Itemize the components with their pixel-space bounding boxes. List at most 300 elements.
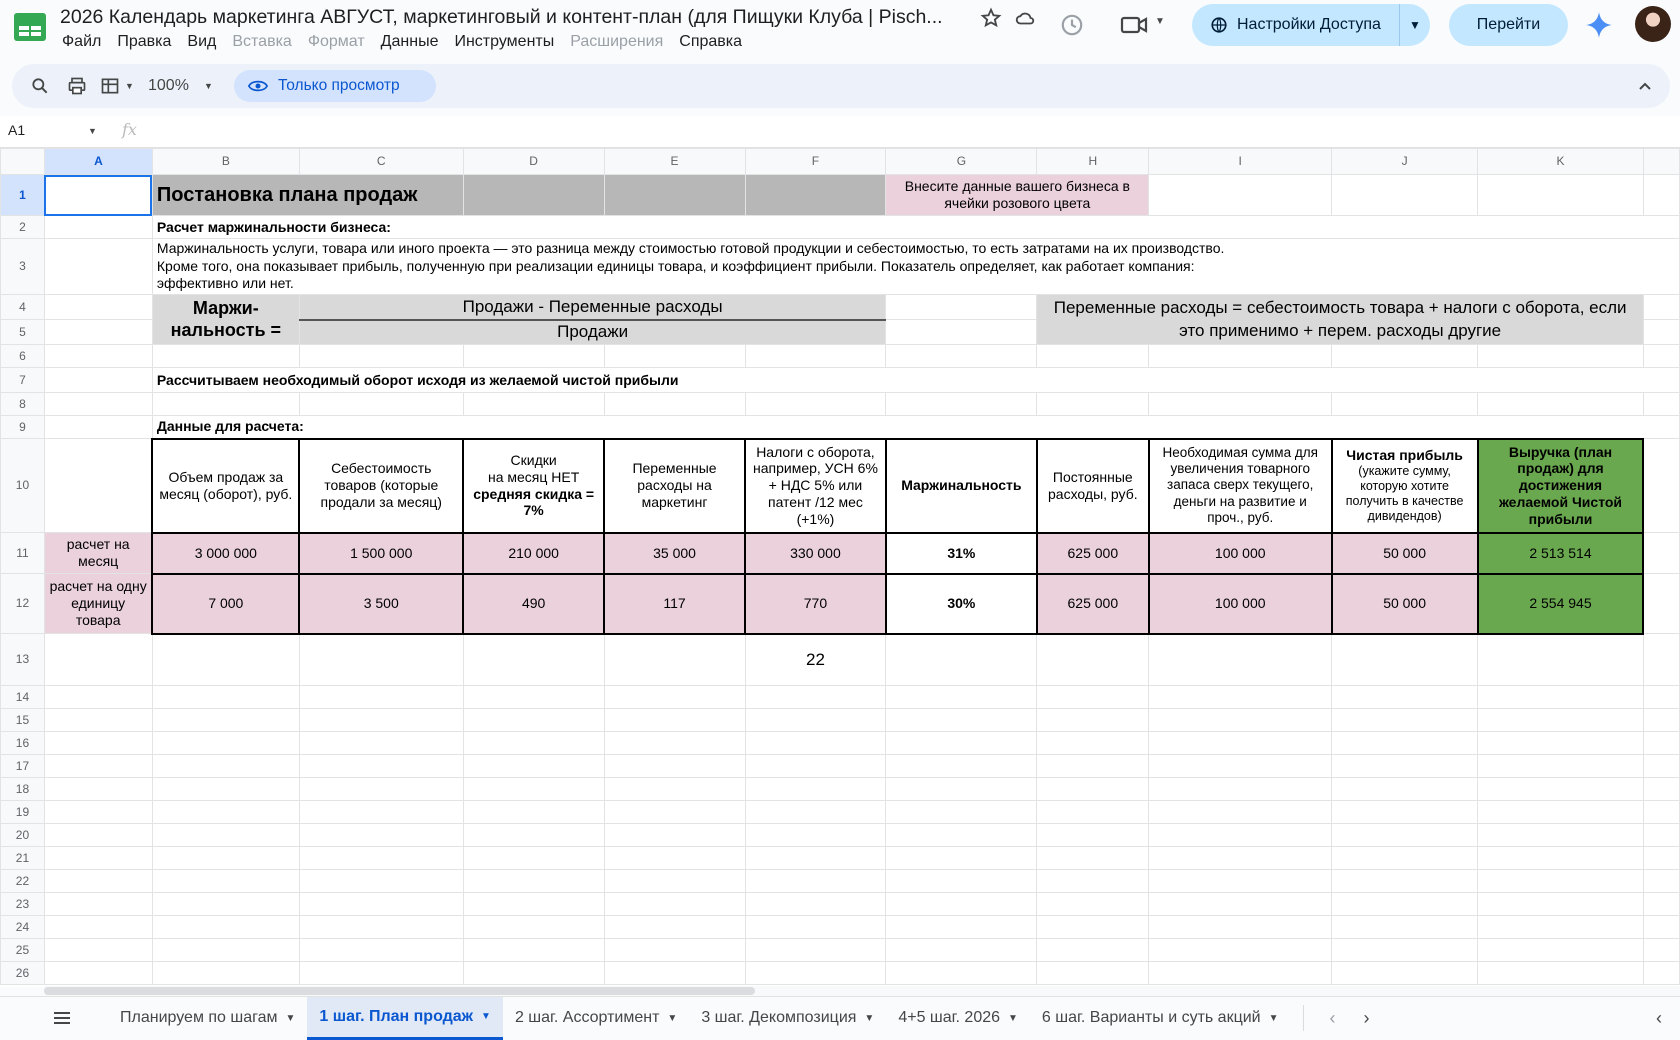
cell[interactable] bbox=[886, 634, 1037, 686]
cell[interactable] bbox=[152, 939, 299, 962]
cell[interactable] bbox=[604, 824, 745, 847]
cell[interactable] bbox=[886, 295, 1037, 320]
header-taxes[interactable]: Налоги с оборота, например, УСН 6% + НДС 5% или патент /12 мес (+1%) bbox=[745, 439, 886, 533]
row-header[interactable]: 4 bbox=[1, 295, 45, 320]
row-header[interactable]: 10 bbox=[1, 439, 45, 533]
cell[interactable] bbox=[152, 393, 299, 416]
cell[interactable] bbox=[299, 824, 463, 847]
chevron-right-icon[interactable]: › bbox=[1363, 1007, 1370, 1028]
r11-marketing[interactable]: 35 000 bbox=[604, 533, 745, 574]
cell[interactable] bbox=[886, 962, 1037, 985]
r11-discounts[interactable]: 210 000 bbox=[463, 533, 604, 574]
row-header[interactable]: 2 bbox=[1, 216, 45, 239]
cell[interactable] bbox=[463, 778, 604, 801]
cell[interactable] bbox=[1149, 847, 1332, 870]
cell[interactable] bbox=[745, 755, 886, 778]
cell[interactable] bbox=[1643, 295, 1679, 320]
r12-inventory[interactable]: 100 000 bbox=[1149, 574, 1332, 634]
cell[interactable] bbox=[44, 709, 152, 732]
r11-margin[interactable]: 31% bbox=[886, 533, 1037, 574]
cell[interactable] bbox=[1643, 893, 1679, 916]
cell[interactable] bbox=[1037, 634, 1149, 686]
cell[interactable] bbox=[463, 893, 604, 916]
cell[interactable] bbox=[1478, 345, 1644, 368]
cell[interactable] bbox=[1643, 175, 1679, 216]
header-cost-of-goods[interactable]: Себестоимость товаров (которые продали за месяц) bbox=[299, 439, 463, 533]
row-header[interactable]: 14 bbox=[1, 686, 45, 709]
cell[interactable] bbox=[1643, 393, 1679, 416]
row-header[interactable]: 1 bbox=[1, 175, 45, 216]
share-dropdown-icon[interactable]: ▼ bbox=[1409, 18, 1421, 32]
cell[interactable] bbox=[44, 216, 152, 239]
cell[interactable] bbox=[604, 870, 745, 893]
cell[interactable] bbox=[44, 634, 152, 686]
r11-fixed-costs[interactable]: 625 000 bbox=[1037, 533, 1149, 574]
r11-cost-of-goods[interactable]: 1 500 000 bbox=[299, 533, 463, 574]
cell[interactable] bbox=[44, 239, 152, 295]
row-header[interactable]: 24 bbox=[1, 916, 45, 939]
cell[interactable] bbox=[604, 778, 745, 801]
menu-edit[interactable]: Правка bbox=[117, 33, 172, 50]
cell[interactable] bbox=[44, 416, 152, 439]
cell[interactable] bbox=[1643, 755, 1679, 778]
chevron-down-icon[interactable]: ▼ bbox=[1155, 16, 1165, 27]
chevron-down-icon[interactable]: ▼ bbox=[864, 1012, 875, 1024]
cell[interactable] bbox=[1149, 345, 1332, 368]
cell[interactable] bbox=[604, 916, 745, 939]
r11-revenue-plan[interactable]: 2 513 514 bbox=[1478, 533, 1644, 574]
cell[interactable] bbox=[1149, 755, 1332, 778]
cell[interactable] bbox=[44, 320, 152, 345]
cell[interactable] bbox=[886, 778, 1037, 801]
cell-b9[interactable]: Данные для расчета: bbox=[152, 416, 1679, 439]
cell[interactable] bbox=[1037, 870, 1149, 893]
cell[interactable] bbox=[152, 778, 299, 801]
cell[interactable] bbox=[1149, 778, 1332, 801]
chevron-down-icon[interactable]: ▼ bbox=[1008, 1012, 1018, 1024]
cell[interactable] bbox=[1478, 893, 1644, 916]
cell[interactable] bbox=[463, 345, 604, 368]
table-format-icon[interactable] bbox=[100, 76, 120, 96]
select-all-corner[interactable] bbox=[1, 149, 45, 175]
cell-b4-margin-label[interactable] bbox=[152, 295, 299, 345]
header-sales-volume[interactable]: Объем продаж за месяц (оборот), руб. bbox=[152, 439, 299, 533]
cell[interactable] bbox=[463, 916, 604, 939]
header-marketing-costs[interactable]: Переменные расходы на маркетинг bbox=[604, 439, 745, 533]
cell[interactable] bbox=[1478, 175, 1644, 216]
cell[interactable] bbox=[745, 870, 886, 893]
cell[interactable] bbox=[1643, 574, 1679, 634]
cell[interactable] bbox=[886, 847, 1037, 870]
sheets-logo-icon[interactable] bbox=[12, 9, 48, 45]
header-revenue-plan[interactable]: Выручка (план продаж) для достижения желаемой Чистой прибыли bbox=[1478, 439, 1644, 533]
cell[interactable] bbox=[299, 755, 463, 778]
cell[interactable] bbox=[152, 916, 299, 939]
r12-marketing[interactable]: 117 bbox=[604, 574, 745, 634]
cell[interactable] bbox=[1478, 709, 1644, 732]
cell[interactable] bbox=[299, 709, 463, 732]
go-button[interactable]: Перейти bbox=[1449, 4, 1568, 46]
cell[interactable] bbox=[44, 368, 152, 393]
row-header[interactable]: 21 bbox=[1, 847, 45, 870]
cell-b1-title[interactable]: Постановка плана продаж bbox=[152, 175, 463, 216]
cell[interactable] bbox=[44, 801, 152, 824]
document-title[interactable]: 2026 Календарь маркетинга АВГУСТ, маркетинговый и контент-план (для Пищуки Клуба | Pisch... bbox=[60, 6, 943, 28]
cell[interactable] bbox=[1037, 939, 1149, 962]
cell-g1-note[interactable]: Внесите данные вашего бизнеса в ячейки розового цвета bbox=[886, 175, 1149, 216]
side-panel-toggle-icon[interactable]: ‹ bbox=[1656, 1007, 1662, 1028]
r12-cost-of-goods[interactable]: 3 500 bbox=[299, 574, 463, 634]
cell[interactable] bbox=[152, 824, 299, 847]
column-header[interactable]: B bbox=[152, 149, 299, 175]
search-icon[interactable] bbox=[30, 76, 50, 96]
cell[interactable] bbox=[152, 801, 299, 824]
menu-tools[interactable]: Инструменты bbox=[454, 33, 555, 50]
cell[interactable] bbox=[1037, 393, 1149, 416]
cell[interactable] bbox=[1478, 824, 1644, 847]
tab-steps-4-5[interactable] bbox=[886, 997, 1030, 1040]
r12-taxes[interactable]: 770 bbox=[745, 574, 886, 634]
tab-plan-by-steps[interactable] bbox=[108, 997, 307, 1040]
cell[interactable] bbox=[152, 345, 299, 368]
cell[interactable] bbox=[1643, 439, 1679, 533]
chevron-left-icon[interactable]: ‹ bbox=[1329, 1007, 1336, 1028]
cell[interactable] bbox=[44, 962, 152, 985]
cell[interactable] bbox=[463, 824, 604, 847]
tab-decomposition[interactable] bbox=[689, 997, 886, 1040]
cell[interactable] bbox=[745, 847, 886, 870]
header-net-profit[interactable] bbox=[1332, 439, 1478, 533]
cell[interactable] bbox=[1643, 962, 1679, 985]
cell[interactable] bbox=[152, 847, 299, 870]
cell[interactable] bbox=[1643, 801, 1679, 824]
cell[interactable] bbox=[1478, 870, 1644, 893]
header-fixed-costs[interactable]: Постоянные расходы, руб. bbox=[1037, 439, 1149, 533]
cell[interactable] bbox=[299, 732, 463, 755]
cell[interactable] bbox=[1037, 778, 1149, 801]
cell[interactable] bbox=[44, 916, 152, 939]
cell[interactable] bbox=[44, 439, 152, 533]
row-header[interactable]: 7 bbox=[1, 368, 45, 393]
cell[interactable] bbox=[886, 709, 1037, 732]
cell[interactable] bbox=[1478, 393, 1644, 416]
cell[interactable] bbox=[1643, 824, 1679, 847]
cell[interactable] bbox=[886, 345, 1037, 368]
row-header[interactable]: 15 bbox=[1, 709, 45, 732]
cell[interactable] bbox=[886, 916, 1037, 939]
cloud-status-icon[interactable] bbox=[1014, 7, 1036, 29]
cell[interactable] bbox=[1332, 870, 1478, 893]
cell[interactable] bbox=[1332, 345, 1478, 368]
row-header[interactable]: 6 bbox=[1, 345, 45, 368]
cell[interactable] bbox=[152, 634, 299, 686]
name-box-chevron-icon[interactable]: ▼ bbox=[88, 126, 97, 136]
cell[interactable] bbox=[1037, 962, 1149, 985]
cell[interactable] bbox=[604, 801, 745, 824]
cell[interactable] bbox=[1332, 686, 1478, 709]
cell[interactable] bbox=[152, 755, 299, 778]
cell[interactable] bbox=[463, 962, 604, 985]
cell[interactable] bbox=[299, 686, 463, 709]
cell[interactable] bbox=[1643, 533, 1679, 574]
cell[interactable] bbox=[463, 393, 604, 416]
cell[interactable] bbox=[1332, 801, 1478, 824]
cell[interactable] bbox=[44, 939, 152, 962]
cell[interactable] bbox=[604, 755, 745, 778]
gemini-sparkle-icon[interactable] bbox=[1585, 11, 1613, 39]
chevron-down-icon[interactable]: ▼ bbox=[285, 1012, 296, 1024]
cell[interactable] bbox=[1037, 732, 1149, 755]
cell[interactable] bbox=[152, 709, 299, 732]
column-header[interactable]: I bbox=[1149, 149, 1332, 175]
row11-label[interactable]: расчет на месяц bbox=[44, 533, 152, 574]
column-header[interactable]: C bbox=[299, 149, 463, 175]
cell[interactable] bbox=[1478, 778, 1644, 801]
tab-sales-plan[interactable] bbox=[307, 997, 503, 1040]
share-button[interactable] bbox=[1192, 4, 1430, 46]
cell[interactable] bbox=[1037, 893, 1149, 916]
cell[interactable] bbox=[44, 686, 152, 709]
cell-b2[interactable]: Расчет маржинальности бизнеса: bbox=[152, 216, 1679, 239]
cell[interactable] bbox=[1149, 824, 1332, 847]
row-header[interactable]: 12 bbox=[1, 574, 45, 634]
cell[interactable] bbox=[1332, 393, 1478, 416]
cell[interactable] bbox=[604, 709, 745, 732]
cell[interactable] bbox=[886, 870, 1037, 893]
cell[interactable] bbox=[463, 175, 604, 216]
cell[interactable] bbox=[745, 916, 886, 939]
cell[interactable] bbox=[886, 824, 1037, 847]
column-header[interactable]: A bbox=[44, 149, 152, 175]
cell[interactable] bbox=[1643, 345, 1679, 368]
cell[interactable] bbox=[1149, 634, 1332, 686]
zoom-chevron-icon[interactable]: ▼ bbox=[204, 81, 213, 91]
cell[interactable] bbox=[1149, 962, 1332, 985]
r11-taxes[interactable]: 330 000 bbox=[745, 533, 886, 574]
column-header[interactable]: H bbox=[1037, 149, 1149, 175]
cell[interactable] bbox=[886, 801, 1037, 824]
cell[interactable] bbox=[152, 732, 299, 755]
cell[interactable] bbox=[745, 801, 886, 824]
cell-b3-description[interactable] bbox=[152, 239, 1679, 295]
cell-b7[interactable]: Рассчитываем необходимый оборот исходя из желаемой чистой прибыли bbox=[152, 368, 1679, 393]
column-header[interactable]: F bbox=[745, 149, 886, 175]
cell[interactable] bbox=[1149, 393, 1332, 416]
cell[interactable] bbox=[152, 962, 299, 985]
cell[interactable] bbox=[463, 634, 604, 686]
cell[interactable] bbox=[1332, 778, 1478, 801]
r12-fixed-costs[interactable]: 625 000 bbox=[1037, 574, 1149, 634]
cell[interactable] bbox=[299, 962, 463, 985]
column-header[interactable]: J bbox=[1332, 149, 1478, 175]
name-box[interactable]: A1 bbox=[8, 122, 26, 138]
cell[interactable] bbox=[463, 732, 604, 755]
cell[interactable] bbox=[44, 295, 152, 320]
cell[interactable] bbox=[1332, 962, 1478, 985]
cell[interactable] bbox=[1643, 709, 1679, 732]
cell[interactable] bbox=[299, 916, 463, 939]
menu-insert[interactable]: Вставка bbox=[232, 33, 292, 50]
meet-video-icon[interactable] bbox=[1120, 12, 1150, 38]
cell[interactable] bbox=[604, 893, 745, 916]
cell[interactable] bbox=[1478, 801, 1644, 824]
cell[interactable] bbox=[604, 393, 745, 416]
cell-c5-denominator[interactable]: Продажи bbox=[299, 320, 886, 345]
cell[interactable] bbox=[44, 847, 152, 870]
cell[interactable] bbox=[745, 175, 886, 216]
cell[interactable] bbox=[44, 393, 152, 416]
cell-c4-numerator[interactable]: Продажи - Переменные расходы bbox=[299, 295, 886, 320]
column-header[interactable]: G bbox=[886, 149, 1037, 175]
cell[interactable] bbox=[1149, 175, 1332, 216]
print-icon[interactable] bbox=[67, 76, 87, 96]
cell[interactable] bbox=[1332, 939, 1478, 962]
cell[interactable] bbox=[44, 778, 152, 801]
cell[interactable] bbox=[745, 962, 886, 985]
cell[interactable] bbox=[1643, 686, 1679, 709]
cell[interactable] bbox=[44, 755, 152, 778]
row-header[interactable]: 18 bbox=[1, 778, 45, 801]
cell[interactable] bbox=[1332, 175, 1478, 216]
r12-sales-volume[interactable]: 7 000 bbox=[152, 574, 299, 634]
cell[interactable] bbox=[604, 686, 745, 709]
row-header[interactable]: 19 bbox=[1, 801, 45, 824]
row-header[interactable]: 25 bbox=[1, 939, 45, 962]
cell[interactable] bbox=[1037, 686, 1149, 709]
cell[interactable] bbox=[745, 824, 886, 847]
cell[interactable] bbox=[1332, 709, 1478, 732]
cell[interactable] bbox=[1149, 916, 1332, 939]
row-header[interactable]: 13 bbox=[1, 634, 45, 686]
cell[interactable] bbox=[1332, 732, 1478, 755]
cell[interactable] bbox=[745, 939, 886, 962]
cell[interactable] bbox=[44, 870, 152, 893]
cell[interactable] bbox=[604, 345, 745, 368]
r12-net-profit[interactable]: 50 000 bbox=[1332, 574, 1478, 634]
r12-revenue-plan[interactable]: 2 554 945 bbox=[1478, 574, 1644, 634]
cell[interactable] bbox=[152, 893, 299, 916]
cell[interactable] bbox=[745, 393, 886, 416]
cell[interactable] bbox=[1643, 847, 1679, 870]
cell[interactable] bbox=[463, 939, 604, 962]
row-header[interactable]: 3 bbox=[1, 239, 45, 295]
cell[interactable] bbox=[463, 801, 604, 824]
cell[interactable] bbox=[44, 893, 152, 916]
cell[interactable] bbox=[152, 686, 299, 709]
cell[interactable] bbox=[299, 393, 463, 416]
chevron-down-icon[interactable]: ▼ bbox=[667, 1012, 678, 1024]
cell[interactable] bbox=[886, 755, 1037, 778]
menu-extensions[interactable]: Расширения bbox=[570, 33, 664, 50]
menu-format[interactable]: Формат bbox=[307, 33, 365, 50]
cell[interactable] bbox=[1149, 870, 1332, 893]
cell[interactable] bbox=[1478, 962, 1644, 985]
cell[interactable] bbox=[44, 345, 152, 368]
cell[interactable] bbox=[463, 870, 604, 893]
row-header[interactable]: 23 bbox=[1, 893, 45, 916]
tab-assortment[interactable] bbox=[503, 997, 689, 1040]
cell[interactable] bbox=[463, 755, 604, 778]
cell[interactable] bbox=[1478, 755, 1644, 778]
row-header[interactable]: 22 bbox=[1, 870, 45, 893]
cell[interactable] bbox=[1478, 634, 1644, 686]
row-header[interactable]: 17 bbox=[1, 755, 45, 778]
cell[interactable] bbox=[604, 847, 745, 870]
cell[interactable] bbox=[1149, 893, 1332, 916]
r11-net-profit[interactable]: 50 000 bbox=[1332, 533, 1478, 574]
cell[interactable] bbox=[1149, 939, 1332, 962]
cell[interactable] bbox=[745, 778, 886, 801]
cell[interactable] bbox=[299, 893, 463, 916]
cell[interactable] bbox=[152, 870, 299, 893]
chevron-down-icon[interactable]: ▼ bbox=[125, 81, 134, 91]
cell[interactable] bbox=[1149, 732, 1332, 755]
cell[interactable] bbox=[1332, 824, 1478, 847]
column-header[interactable]: D bbox=[463, 149, 604, 175]
cell[interactable] bbox=[745, 709, 886, 732]
cell[interactable] bbox=[604, 634, 745, 686]
chevron-down-icon[interactable]: ▼ bbox=[1268, 1012, 1279, 1024]
cell[interactable] bbox=[604, 732, 745, 755]
cell[interactable] bbox=[1643, 870, 1679, 893]
cell[interactable] bbox=[299, 345, 463, 368]
cell[interactable] bbox=[1478, 916, 1644, 939]
cell[interactable] bbox=[745, 345, 886, 368]
cell[interactable] bbox=[1332, 755, 1478, 778]
cell[interactable] bbox=[745, 893, 886, 916]
r11-sales-volume[interactable]: 3 000 000 bbox=[152, 533, 299, 574]
row-header[interactable]: 16 bbox=[1, 732, 45, 755]
cell[interactable] bbox=[1332, 916, 1478, 939]
view-only-button[interactable] bbox=[234, 70, 436, 102]
cell[interactable] bbox=[1037, 916, 1149, 939]
cell[interactable] bbox=[463, 847, 604, 870]
menu-data[interactable]: Данные bbox=[380, 33, 439, 50]
cell[interactable] bbox=[44, 824, 152, 847]
cell[interactable] bbox=[1332, 847, 1478, 870]
column-header-empty[interactable] bbox=[1643, 149, 1679, 175]
cell[interactable] bbox=[1149, 709, 1332, 732]
cell[interactable] bbox=[1149, 801, 1332, 824]
cell[interactable] bbox=[886, 686, 1037, 709]
r11-inventory[interactable]: 100 000 bbox=[1149, 533, 1332, 574]
header-margin[interactable]: Маржинальность bbox=[886, 439, 1037, 533]
column-header[interactable]: K bbox=[1478, 149, 1644, 175]
cell[interactable] bbox=[299, 870, 463, 893]
row-header[interactable]: 11 bbox=[1, 533, 45, 574]
cell[interactable] bbox=[1643, 634, 1679, 686]
cell[interactable] bbox=[299, 801, 463, 824]
cell[interactable] bbox=[604, 175, 745, 216]
cell[interactable] bbox=[886, 893, 1037, 916]
cell[interactable] bbox=[463, 686, 604, 709]
cell[interactable] bbox=[745, 732, 886, 755]
cell-h4-formula[interactable]: Переменные расходы = себестоимость товара + налоги с оборота, если это применимо + перем. расходы другие bbox=[1037, 295, 1644, 345]
row-header[interactable]: 5 bbox=[1, 320, 45, 345]
cell[interactable] bbox=[299, 939, 463, 962]
cell[interactable] bbox=[1643, 939, 1679, 962]
zoom-select[interactable]: 100% bbox=[148, 77, 189, 94]
menu-view[interactable]: Вид bbox=[187, 33, 217, 50]
cell[interactable] bbox=[886, 732, 1037, 755]
star-icon[interactable] bbox=[980, 7, 1002, 29]
row-header[interactable]: 9 bbox=[1, 416, 45, 439]
cell[interactable] bbox=[1149, 686, 1332, 709]
header-discounts[interactable] bbox=[463, 439, 604, 533]
menu-file[interactable]: Файл bbox=[62, 33, 102, 50]
cell[interactable] bbox=[1037, 847, 1149, 870]
cell[interactable] bbox=[463, 709, 604, 732]
